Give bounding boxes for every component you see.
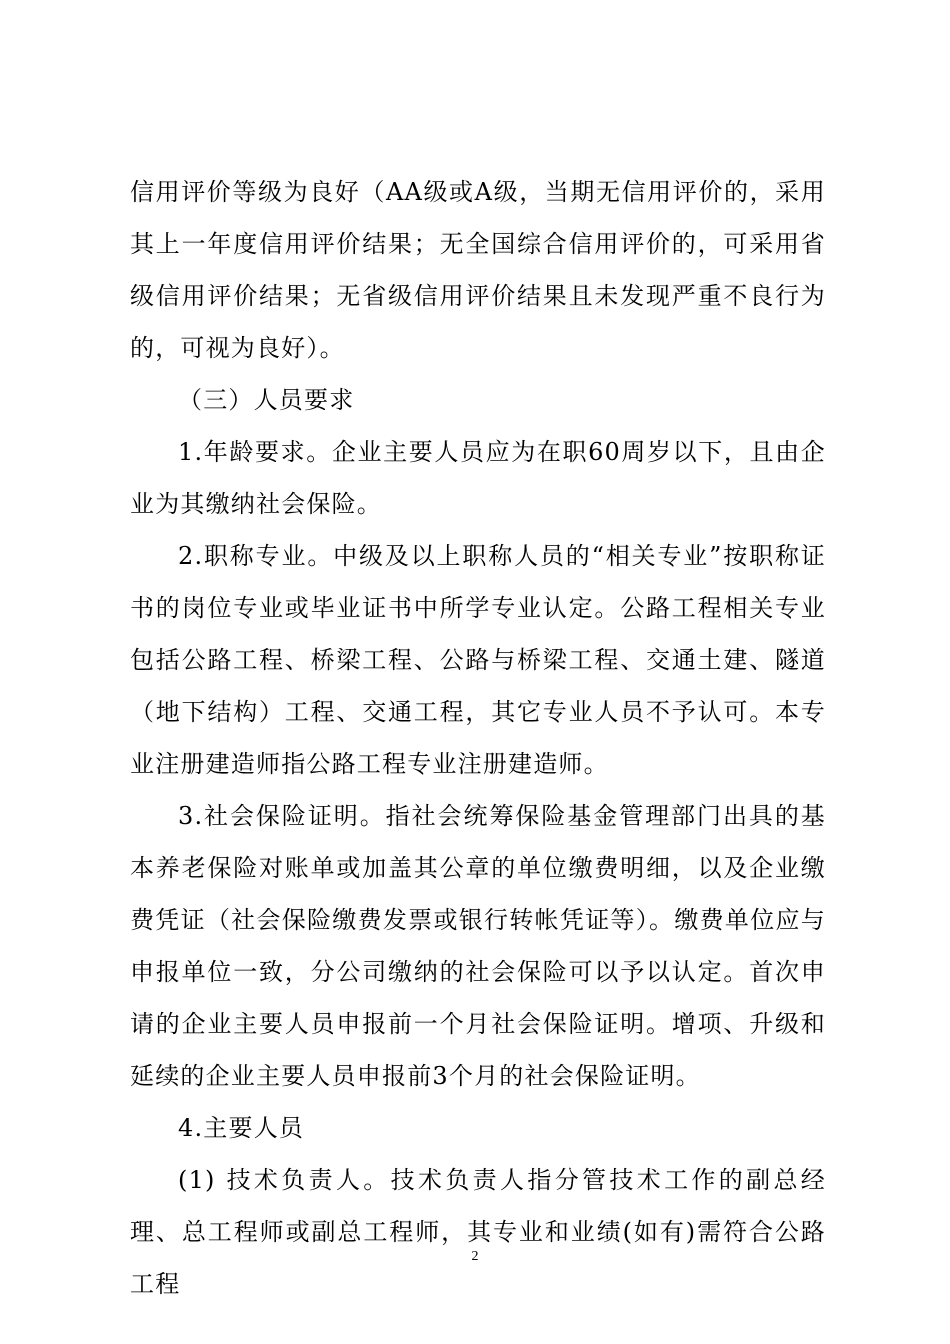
paragraph-age-requirement: 1.年龄要求。企业主要人员应为在职60周岁以下，且由企业为其缴纳社会保险。 bbox=[130, 438, 826, 518]
paragraph-social-insurance: 3.社会保险证明。指社会统筹保险基金管理部门出具的基本养老保险对账单或加盖其公章的单位缴费明细，以及企业缴费凭证（社会保险缴费发票或银行转帐凭证等）。缴费单位应与申报单位一致，分公司缴纳的社会保险可以予以认定。首次申请的企业主要人员申报前一个月社会保险证明。增项、升级和延续的企业主要人员申报前3个月的社会保险证明。 bbox=[130, 802, 826, 1090]
page-number: 2 bbox=[471, 1249, 479, 1264]
heading-personnel-requirements: （三）人员要求 bbox=[178, 386, 355, 414]
paragraph-credit-rating: 信用评价等级为良好（AA级或A级，当期无信用评价的，采用其上一年度信用评价结果；无全国综合信用评价的，可采用省级信用评价结果；无省级信用评价结果且未发现严重不良行为的，可视为良好）。 bbox=[130, 178, 826, 362]
paragraph-title-specialty: 2.职称专业。中级及以上职称人员的“相关专业”按职称证书的岗位专业或毕业证书中所学专业认定。公路工程相关专业包括公路工程、桥梁工程、公路与桥梁工程、交通土建、隧道（地下结构）工程、交通工程，其它专业人员不予认可。本专业注册建造师指公路工程专业注册建造师。 bbox=[130, 542, 826, 778]
paragraph-technical-director: (1) 技术负责人。技术负责人指分管技术工作的副总经理、总工程师或副总工程师，其专业和业绩(如有)需符合公路工程 bbox=[130, 1166, 826, 1298]
heading-main-personnel: 4.主要人员 bbox=[178, 1114, 305, 1142]
body-text bbox=[130, 166, 826, 1310]
